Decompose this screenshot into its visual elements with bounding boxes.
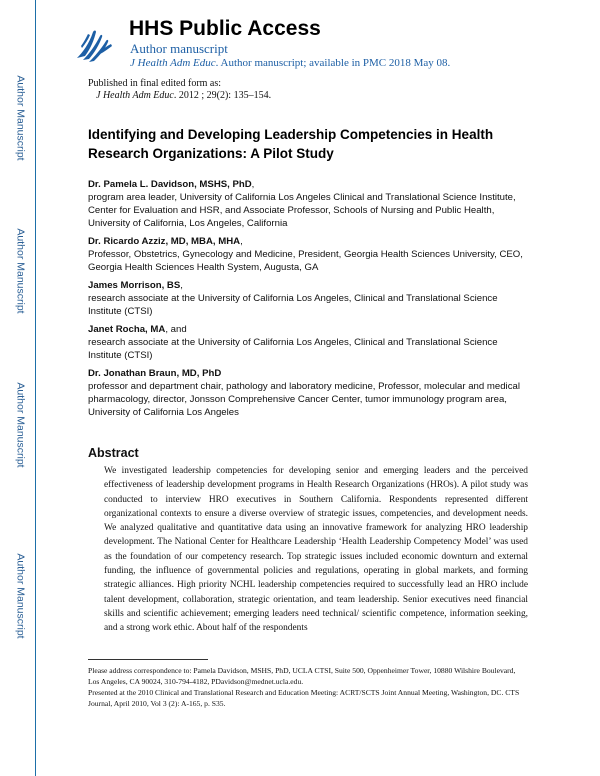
footnote-presented: Presented at the 2010 Clinical and Translational Research and Education Meeting: ACRT/SCTS Joint Annual Meeting, Washington, DC. CTS Journal, April 2010, Vol 3 (2): A-165, p. S35. bbox=[88, 688, 520, 708]
article-title: Identifying and Developing Leadership Competencies in Health Research Organizations: A Pilot Study bbox=[88, 127, 494, 161]
hhs-eagle-logo bbox=[73, 22, 115, 66]
availability-text: . Author manuscript; available in PMC 2018 May 08. bbox=[215, 57, 451, 69]
author-entry bbox=[88, 178, 528, 230]
author-name: Dr. Jonathan Braun, MD, PhD bbox=[88, 368, 222, 379]
author-name: Janet Rocha, MA bbox=[88, 324, 166, 335]
abstract-heading: Abstract bbox=[88, 446, 139, 460]
author-affiliation: program area leader, University of California Los Angeles Clinical and Translational Science Institute, Center for Evaluation and HSR, and Associate Professor, Schools of Nursing and Public Health, University of California, Los Angeles, California bbox=[88, 192, 516, 229]
author-separator: , bbox=[251, 179, 255, 190]
citation-details: . 2012 ; 29(2): 135–154. bbox=[173, 90, 272, 101]
author-name: Dr. Pamela L. Davidson, MSHS, PhD bbox=[88, 179, 252, 190]
author-manuscript-subtitle: Author manuscript bbox=[130, 41, 228, 56]
published-in-line: Published in final edited form as: bbox=[88, 78, 222, 89]
author-entry bbox=[88, 279, 528, 318]
author-separator: , bbox=[180, 280, 183, 291]
author-entry bbox=[88, 323, 528, 362]
publication-info bbox=[88, 78, 271, 102]
author-list bbox=[88, 178, 528, 424]
citation-line bbox=[88, 90, 271, 102]
author-separator: , and bbox=[165, 324, 187, 335]
side-label-author-manuscript: Author Manuscript bbox=[15, 553, 27, 639]
author-separator: , bbox=[240, 236, 243, 247]
author-entry bbox=[88, 367, 528, 419]
author-affiliation: research associate at the University of California Los Angeles, Clinical and Translational Science Institute (CTSI) bbox=[88, 337, 498, 361]
journal-availability-note bbox=[130, 57, 450, 69]
footnote-divider bbox=[88, 659, 208, 660]
author-affiliation: Professor, Obstetrics, Gynecology and Medicine, President, Georgia Health Sciences University, CEO, Georgia Health Sciences Health System, Augusta, GA bbox=[88, 249, 523, 273]
side-label-author-manuscript: Author Manuscript bbox=[15, 228, 27, 314]
journal-abbrev: J Health Adm Educ bbox=[130, 57, 216, 69]
side-label-author-manuscript: Author Manuscript bbox=[15, 75, 27, 161]
side-label-author-manuscript: Author Manuscript bbox=[15, 382, 27, 468]
author-name: James Morrison, BS bbox=[88, 280, 181, 291]
author-affiliation: professor and department chair, pathology and laboratory medicine, Professor, molecular and medical pharmacology, director, Jonsson Comprehensive Cancer Center, tumor immunology program area, University of California Los Angeles bbox=[88, 381, 520, 418]
footnote-correspondence: Please address correspondence to: Pamela Davidson, MSHS, PhD, UCLA CTSI, Suite 500, Oppenheimer Tower, 10880 Wilshire Boulevard, Los Angeles, CA 90024, 310-794-4182, PDavidson@mednet.ucla.edu. bbox=[88, 666, 516, 686]
author-affiliation: research associate at the University of California Los Angeles, Clinical and Translational Science Institute (CTSI) bbox=[88, 293, 498, 317]
hhs-public-access-title: HHS Public Access bbox=[129, 17, 321, 40]
author-entry bbox=[88, 235, 528, 274]
author-name: Dr. Ricardo Azziz, MD, MBA, MHA bbox=[88, 236, 241, 247]
margin-rule bbox=[35, 0, 36, 776]
citation-journal: J Health Adm Educ bbox=[96, 90, 174, 101]
abstract-text: We investigated leadership competencies for developing senior and emerging leaders and the perceived effectiveness of leadership development programs in Health Research Organizations (HROs). A pilot study was conducted to interview HRO executives in Southern California. Respondents represented different organizational contexts to ensure a diverse overview of strategic issues, competencies, and development needs. We analyzed qualitative and quantitative data using an innovative framework for analyzing HRO leadership development. The National Center for Healthcare Leadership ‘Health Leadership Competency Model’ was used as the foundation of our competency research. Top strategic issues included economic downturn and external funding, the influence of governmental policies and regulations, operating in global markets, and forming strategic alliances. High priority NCHL leadership competencies required to successfully lead an HRO include talent development, collaboration, strategic orientation, and team leadership. Senior executives need financial skills and scientific achievement; emerging leaders need technical/ scientific competence, information seeking, and a strong work ethic. About half of the respondents bbox=[104, 466, 528, 634]
